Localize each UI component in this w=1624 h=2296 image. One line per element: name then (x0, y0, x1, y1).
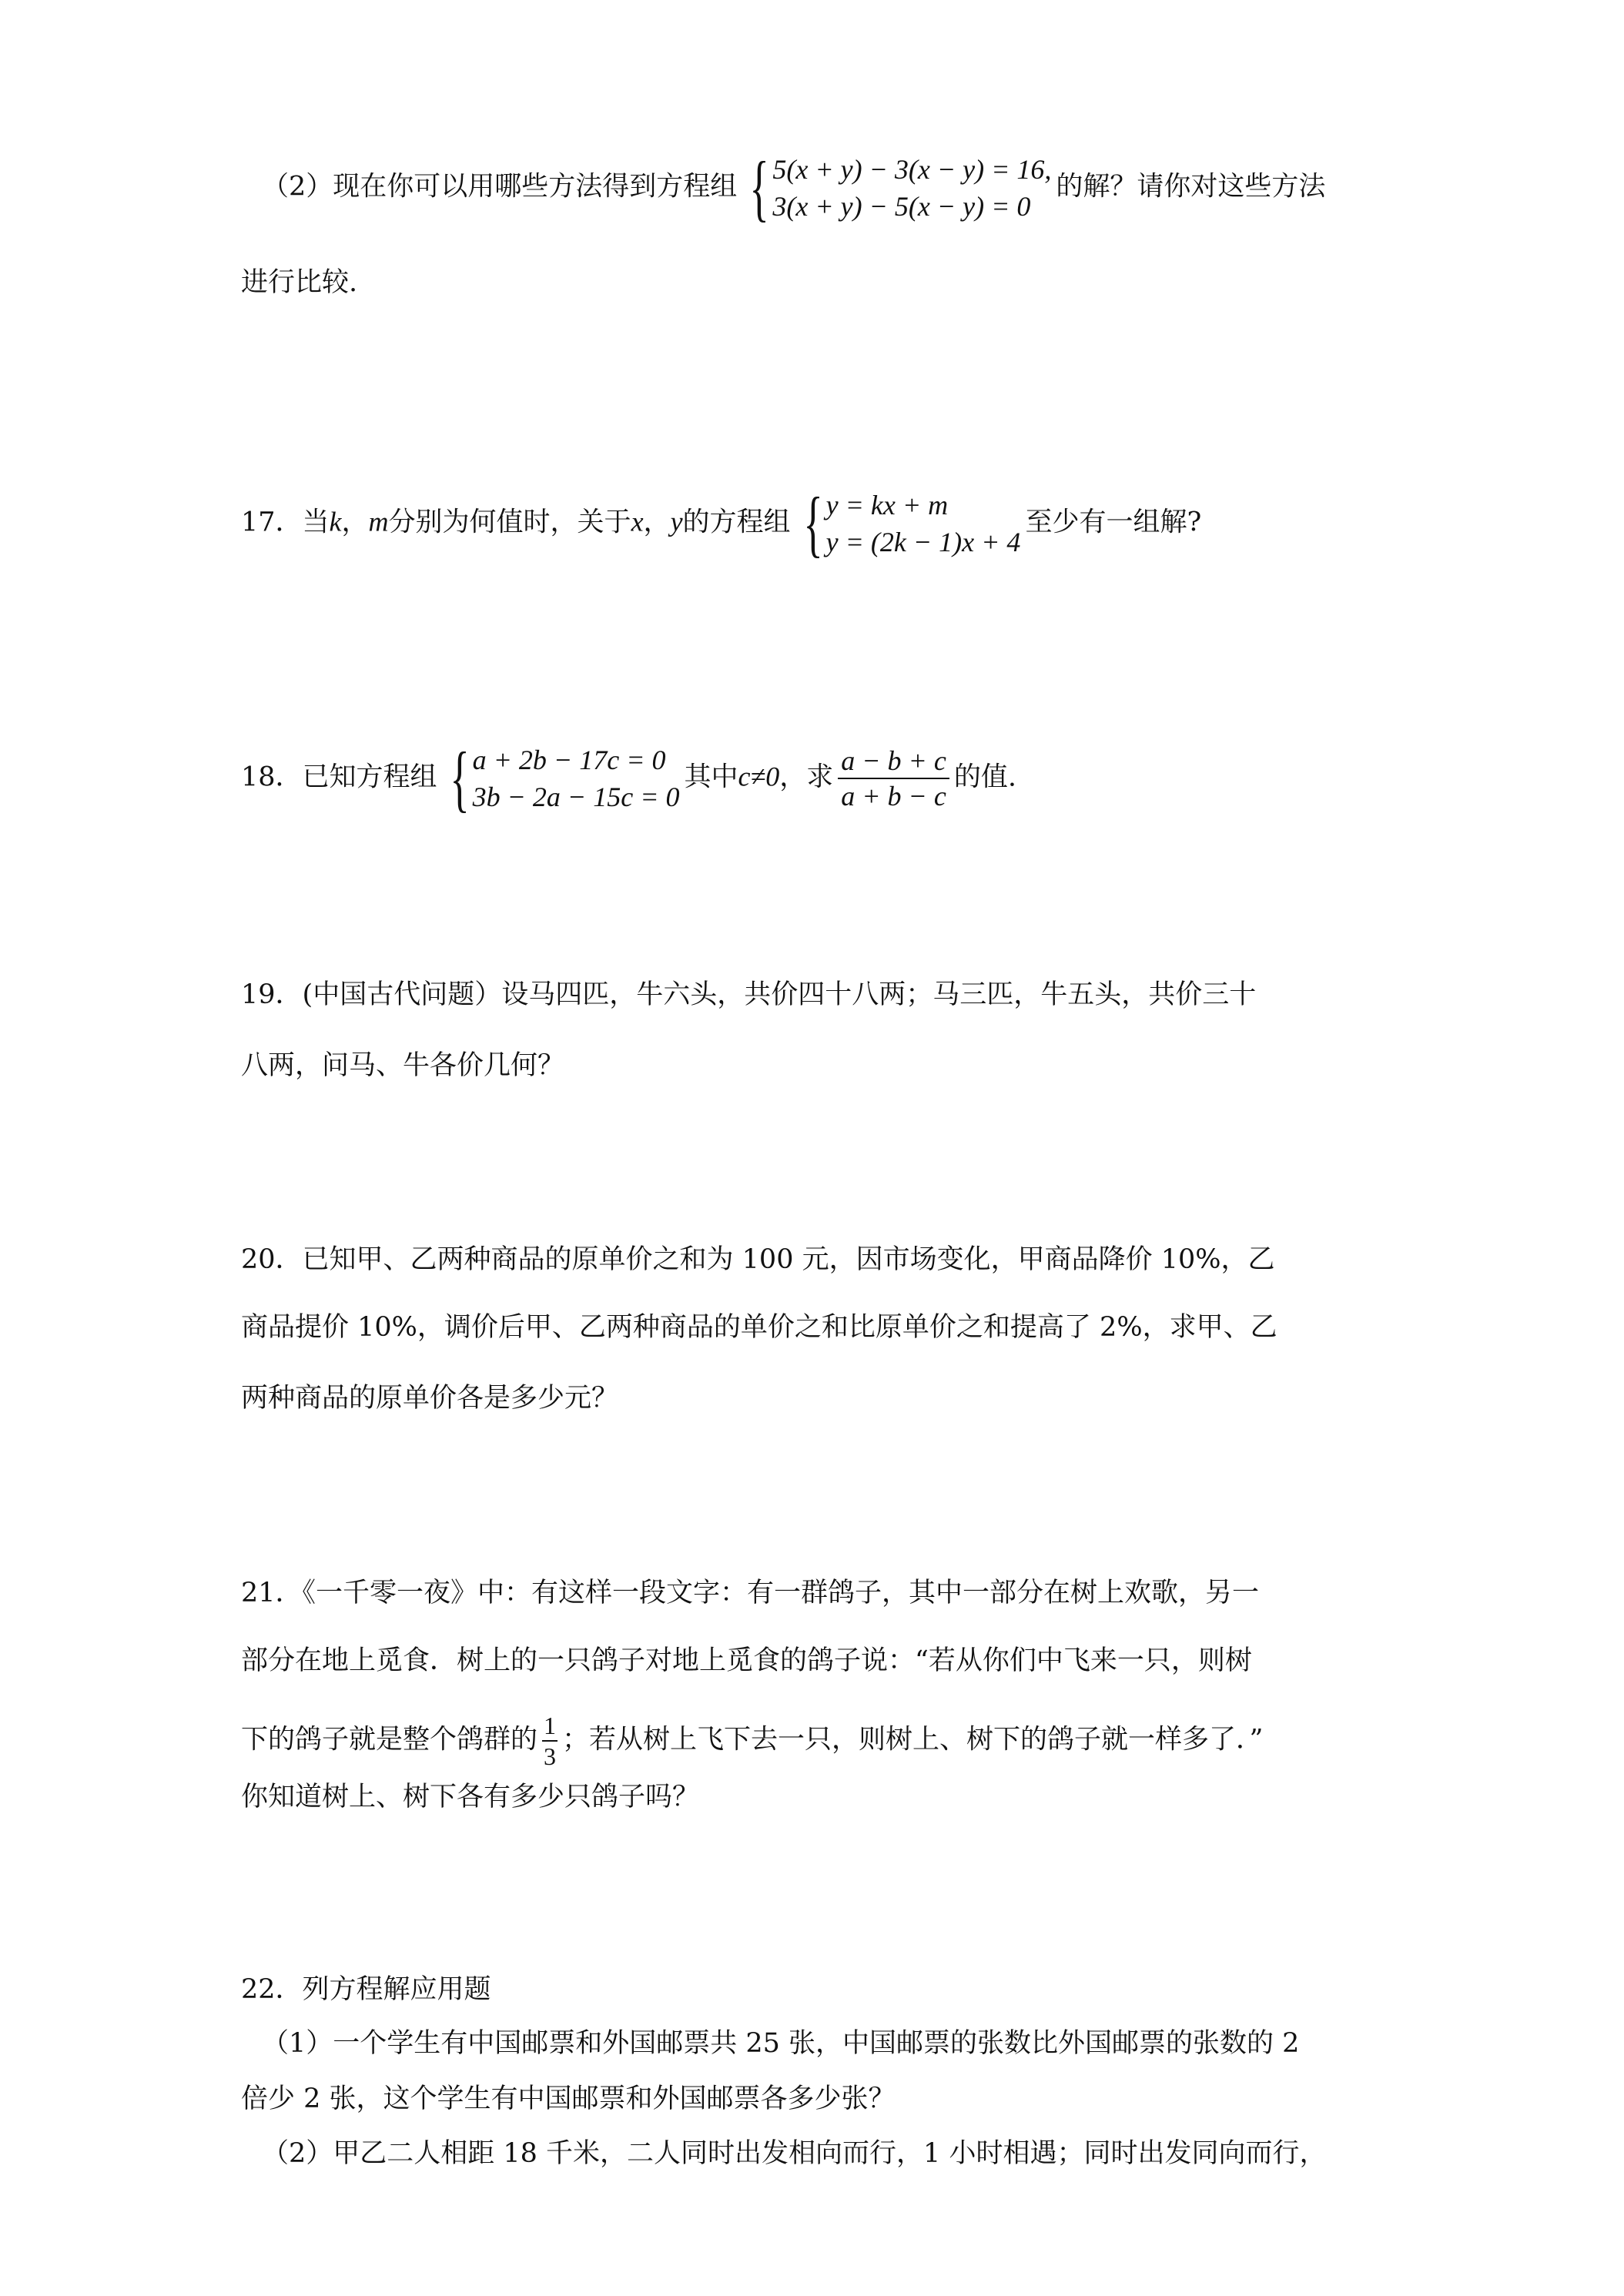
equation-system (795, 482, 1021, 564)
equation-2: y = (2k − 1)x + 4 (825, 527, 1021, 557)
equation-2: 3(x + y) − 5(x − y) = 0 (772, 191, 1031, 222)
problem-16-part2-line1 (262, 146, 1326, 229)
var-k: k (329, 506, 342, 537)
var-m: m (368, 506, 389, 537)
problem-number: 17．当 (241, 507, 330, 538)
equation-1: a + 2b − 17c = 0 (472, 745, 666, 775)
var-x: x (631, 506, 644, 537)
problem-19-line2: 八两，问马、牛各价几何？ (241, 1050, 565, 1081)
problem-18 (241, 737, 1016, 819)
fraction-denominator: 3 (544, 1742, 557, 1770)
equation-1: y = kx + m (825, 490, 949, 520)
brace: { (802, 482, 823, 564)
problem-text: ，求 (779, 761, 834, 793)
problem-22-part1-line2: 倍少 2 张，这个学生有中国邮票和外国邮票各多少张？ (241, 2083, 896, 2114)
problem-21-line3 (241, 1711, 1263, 1771)
condition: c≠0 (738, 761, 780, 792)
problem-20-line1: 20．已知甲、乙两种商品的原单价之和为 100 元，因市场变化，甲商品降价 10%，乙 (241, 1244, 1275, 1275)
problem-19-line1: 19．(中国古代问题）设马四匹，牛六头，共价四十八两；马三匹，牛五头，共价三十 (241, 979, 1257, 1010)
problem-22-title: 22．列方程解应用题 (241, 1974, 491, 2005)
equation-1: 5(x + y) − 3(x − y) = 16, (772, 154, 1052, 185)
equation-system (442, 737, 680, 819)
problem-21-line4: 你知道树上、树下各有多少只鸽子吗？ (241, 1782, 700, 1812)
problem-text: 分别为何值时，关于 (388, 507, 631, 538)
var-y: y (670, 506, 683, 537)
problem-16-part2-line2: 进行比较. (241, 267, 358, 298)
problem-text: （2）现在你可以用哪些方法得到方程组 (262, 171, 738, 202)
problem-21-line2: 部分在地上觅食．树上的一只鸽子对地上觅食的鸽子说：“若从你们中飞来一只，则树 (241, 1645, 1252, 1676)
problem-21-line1: 21．《一千零一夜》中：有这样一段文字：有一群鸽子，其中一部分在树上欢歌，另一 (241, 1578, 1260, 1608)
problem-text: 的值. (953, 761, 1016, 793)
problem-17 (241, 482, 1202, 564)
brace: { (749, 146, 769, 229)
problem-text: 其中 (684, 761, 738, 793)
problem-text: 至少有一组解? (1025, 507, 1202, 538)
problem-text: 18．已知方程组 (241, 761, 437, 793)
problem-20-line2: 商品提价 10%，调价后甲、乙两种商品的单价之和比原单价之和提高了 2%，求甲、乙 (241, 1312, 1277, 1343)
fraction (838, 744, 949, 813)
equation-system (742, 146, 1052, 229)
brace: { (449, 737, 470, 819)
fraction-numerator: a − b + c (838, 744, 949, 779)
problem-text: 的解？请你对这些方法 (1056, 171, 1326, 202)
fraction-numerator: 1 (542, 1711, 558, 1742)
problem-text: 下的鸽子就是整个鸽群的 (241, 1724, 538, 1755)
separator: ， (643, 507, 671, 538)
problem-22-part2-line1: （2）甲乙二人相距 18 千米，二人同时出发相向而行，1 小时相遇；同时出发同向而行， (262, 2138, 1327, 2169)
fraction (542, 1711, 558, 1771)
problem-20-line3: 两种商品的原单价各是多少元？ (241, 1383, 619, 1414)
problem-text: 的方程组 (682, 507, 791, 538)
separator: ， (341, 507, 369, 538)
fraction-denominator: a + b − c (841, 781, 946, 812)
problem-text: ；若从树上飞下去一只，则树上、树下的鸽子就一样多了．” (562, 1724, 1264, 1755)
equation-2: 3b − 2a − 15c = 0 (472, 782, 680, 812)
problem-22-part1-line1: （1）一个学生有中国邮票和外国邮票共 25 张，中国邮票的张数比外国邮票的张数的 2 (262, 2028, 1300, 2059)
